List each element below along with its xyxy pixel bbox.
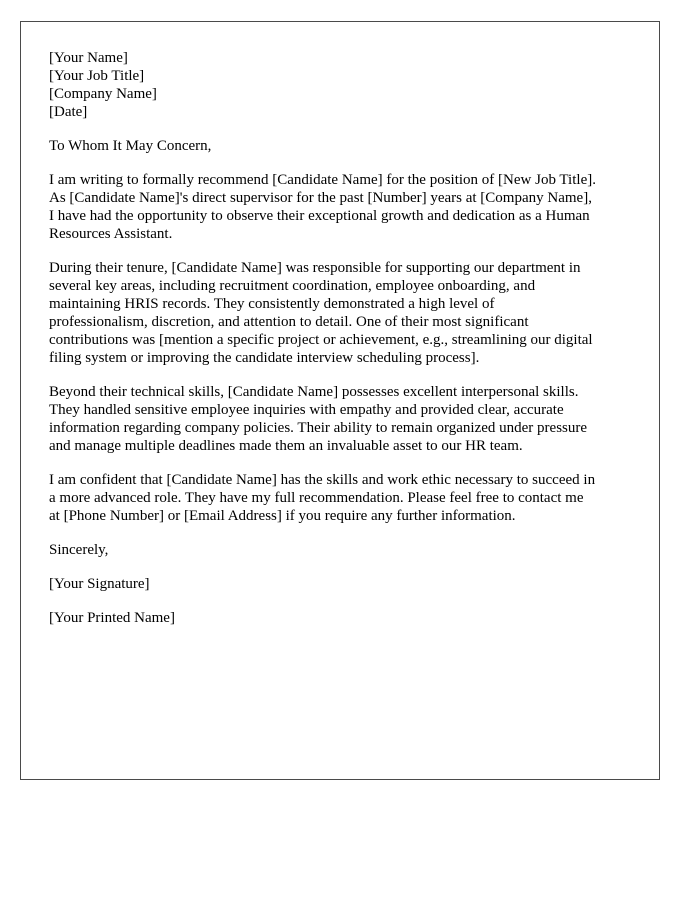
paragraph-line: During their tenure, [Candidate Name] was responsible for supporting our department in (49, 260, 581, 276)
paragraph-line: professionalism, discretion, and attention to detail. One of their most significant (49, 314, 529, 330)
paragraph-line: As [Candidate Name]'s direct supervisor for the past [Number] years at [Company Name], (49, 190, 592, 206)
paragraph-line: maintaining HRIS records. They consistently demonstrated a high level of (49, 296, 495, 312)
printed-name (49, 609, 641, 627)
sender-block (49, 49, 641, 121)
paragraph-interpersonal (49, 383, 641, 455)
salutation (49, 137, 641, 155)
paragraph-line: and manage multiple deadlines made them an invaluable asset to our HR team. (49, 438, 523, 454)
sender-job-title: [Your Job Title] (49, 68, 145, 84)
paragraph-line: They handled sensitive employee inquiries with empathy and provided clear, accurate (49, 402, 564, 418)
closing (49, 541, 641, 559)
printed-name-text: [Your Printed Name] (49, 610, 175, 626)
paragraph-line: I am writing to formally recommend [Candidate Name] for the position of [New Job Title]. (49, 172, 596, 188)
sender-name: [Your Name] (49, 50, 128, 66)
paragraph-line: a more advanced role. They have my full recommendation. Please feel free to contact me (49, 490, 584, 506)
letter-page (20, 21, 660, 780)
paragraph-recommendation (49, 471, 641, 525)
letter-body (49, 49, 641, 643)
paragraph-line: I have had the opportunity to observe their exceptional growth and dedication as a Human (49, 208, 590, 224)
signature-text: [Your Signature] (49, 576, 150, 592)
closing-text: Sincerely, (49, 542, 109, 558)
paragraph-line: contributions was [mention a specific project or achievement, e.g., streamlining our digital (49, 332, 593, 348)
signature (49, 575, 641, 593)
paragraph-line: information regarding company policies. Their ability to remain organized under pressure (49, 420, 588, 436)
paragraph-intro (49, 171, 641, 243)
paragraph-line: Resources Assistant. (49, 226, 173, 242)
paragraph-line: Beyond their technical skills, [Candidate Name] possesses excellent interpersonal skills. (49, 384, 579, 400)
salutation-text: To Whom It May Concern, (49, 138, 212, 154)
letter-date: [Date] (49, 104, 88, 120)
sender-company: [Company Name] (49, 86, 157, 102)
paragraph-responsibilities (49, 259, 641, 367)
paragraph-line: I am confident that [Candidate Name] has the skills and work ethic necessary to succeed in (49, 472, 596, 488)
paragraph-line: several key areas, including recruitment coordination, employee onboarding, and (49, 278, 536, 294)
paragraph-line: filing system or improving the candidate interview scheduling process]. (49, 350, 480, 366)
paragraph-line: at [Phone Number] or [Email Address] if you require any further information. (49, 508, 516, 524)
